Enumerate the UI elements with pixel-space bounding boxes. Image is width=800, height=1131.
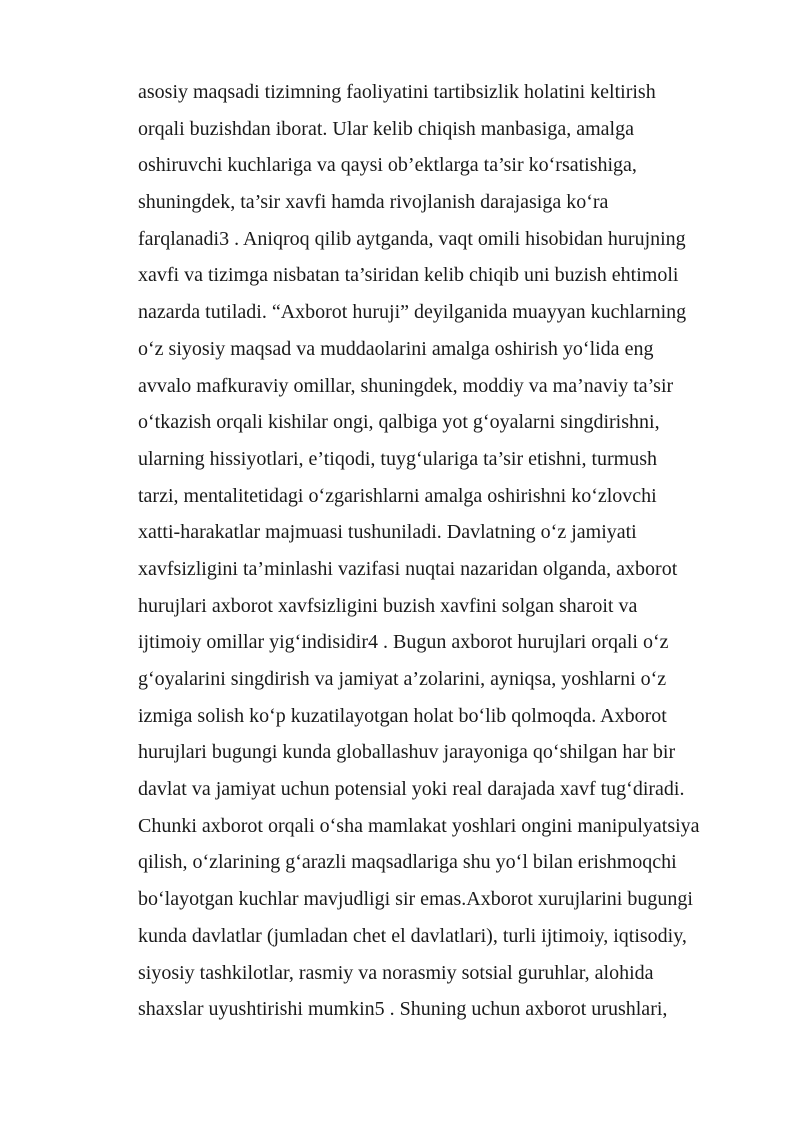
text-line: o‘tkazish orqali kishilar ongi, qalbiga yot g‘oyalarni singdirishni, xyxy=(138,411,660,434)
text-line: shaxslar uyushtirishi mumkin5 . Shuning uchun axborot urushlari, xyxy=(138,998,668,1021)
text-line: ijtimoiy omillar yig‘indisidir4 . Bugun axborot hurujlari orqali o‘z xyxy=(138,631,669,654)
text-line: hurujlari bugungi kunda globallashuv jarayoniga qo‘shilgan har bir xyxy=(138,741,676,764)
text-line: avvalo mafkuraviy omillar, shuningdek, moddiy va ma’naviy ta’sir xyxy=(138,374,674,397)
text-line: Chunki axborot orqali o‘sha mamlakat yoshlari ongini manipulyatsiya xyxy=(138,814,700,837)
text-line: xatti-harakatlar majmuasi tushuniladi. Davlatning o‘z jamiyati xyxy=(138,521,637,544)
text-line: orqali buzishdan iborat. Ular kelib chiqish manbasiga, amalga xyxy=(138,117,634,140)
text-line: farqlanadi3 . Aniqroq qilib aytganda, vaqt omili hisobidan hurujning xyxy=(138,227,686,250)
text-line: hurujlari axborot xavfsizligini buzish xavfini solgan sharoit va xyxy=(138,594,638,617)
text-line: xavfsizligini ta’minlashi vazifasi nuqtai nazaridan olganda, axborot xyxy=(138,557,678,580)
text-line: davlat va jamiyat uchun potensial yoki real darajada xavf tug‘diradi. xyxy=(138,778,685,801)
text-line: g‘oyalarini singdirish va jamiyat a’zolarini, ayniqsa, yoshlarni o‘z xyxy=(138,668,667,690)
text-line: kunda davlatlar (jumladan chet el davlatlari), turli ijtimoiy, iqtisodiy, xyxy=(138,924,687,947)
text-line: siyosiy tashkilotlar, rasmiy va norasmiy sotsial guruhlar, alohida xyxy=(138,961,654,984)
text-line: ularning hissiyotlari, e’tiqodi, tuyg‘ulariga ta’sir etishni, turmush xyxy=(138,447,658,470)
text-line: bo‘layotgan kuchlar mavjudligi sir emas.Axborot xurujlarini bugungi xyxy=(138,888,693,911)
body-text xyxy=(138,74,768,1028)
text-line: nazarda tutiladi. “Axborot huruji” deyilganida muayyan kuchlarning xyxy=(138,301,687,324)
text-line: oshiruvchi kuchlariga va qaysi ob’ektlarga ta’sir ko‘rsatishiga, xyxy=(138,154,637,177)
text-line: tarzi, mentalitetidagi o‘zgarishlarni amalga oshirishni ko‘zlovchi xyxy=(138,484,657,507)
text-line: xavfi va tizimga nisbatan ta’siridan kelib chiqib uni buzish ehtimoli xyxy=(138,264,679,287)
text-line: qilish, o‘zlarining g‘arazli maqsadlariga shu yo‘l bilan erishmoqchi xyxy=(138,851,677,874)
text-line: o‘z siyosiy maqsad va muddaolarini amalga oshirish yo‘lida eng xyxy=(138,337,654,360)
text-line: izmiga solish ko‘p kuzatilayotgan holat bo‘lib qolmoqda. Axborot xyxy=(138,704,667,727)
text-line: shuningdek, ta’sir xavfi hamda rivojlanish darajasiga ko‘ra xyxy=(138,191,609,214)
text-line: asosiy maqsadi tizimning faoliyatini tartibsizlik holatini keltirish xyxy=(138,81,656,103)
